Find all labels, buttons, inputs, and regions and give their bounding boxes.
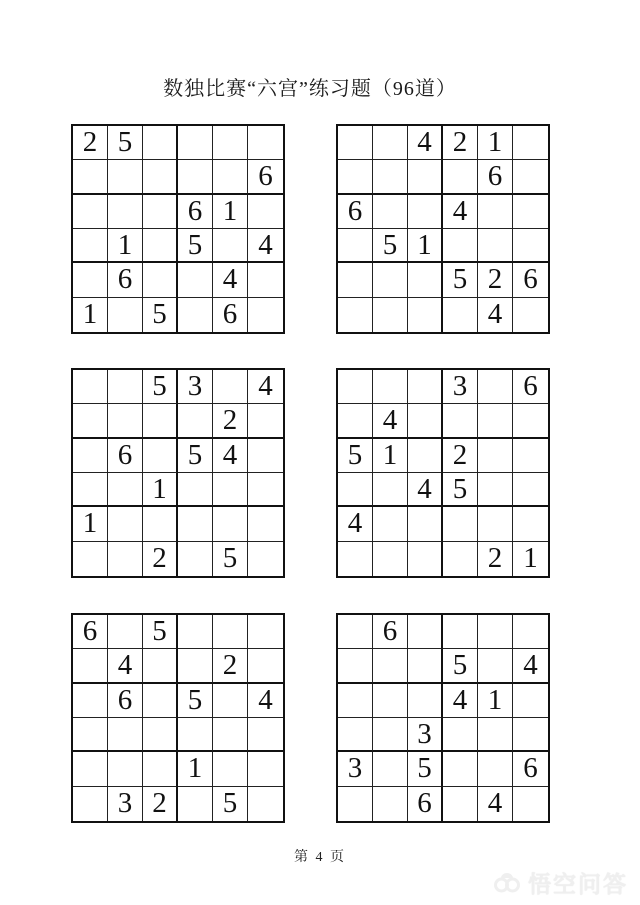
sudoku-cell: 5 (178, 439, 213, 473)
sudoku-cell: 2 (443, 439, 478, 473)
sudoku-cell: 5 (213, 787, 248, 821)
sudoku-cell (513, 473, 548, 507)
sudoku-cell (408, 370, 443, 404)
sudoku-cell: 6 (513, 370, 548, 404)
sudoku-cell (478, 229, 513, 263)
sudoku-cell (73, 718, 108, 752)
sudoku-cell: 1 (178, 752, 213, 786)
sudoku-cell (178, 542, 213, 576)
sudoku-cell: 6 (108, 439, 143, 473)
sudoku-cell: 1 (213, 195, 248, 229)
sudoku-cell (373, 370, 408, 404)
sudoku-cell: 4 (478, 298, 513, 332)
sudoku-cell (248, 649, 283, 683)
sudoku-cell (478, 370, 513, 404)
sudoku-cell (513, 404, 548, 438)
sudoku-cell (373, 195, 408, 229)
sudoku-cell: 5 (443, 263, 478, 297)
sudoku-cell: 6 (408, 787, 443, 821)
sudoku-cell (178, 160, 213, 194)
sudoku-cell: 6 (108, 684, 143, 718)
sudoku-cell: 6 (213, 298, 248, 332)
sudoku-cell (213, 229, 248, 263)
sudoku-cell: 4 (513, 649, 548, 683)
sudoku-grid-4 (336, 368, 550, 578)
sudoku-cell (478, 195, 513, 229)
sudoku-cell (408, 298, 443, 332)
sudoku-cell (373, 473, 408, 507)
sudoku-cell (338, 615, 373, 649)
sudoku-cell: 6 (373, 615, 408, 649)
sudoku-cell: 2 (213, 649, 248, 683)
sudoku-cell: 1 (373, 439, 408, 473)
sudoku-cell: 4 (213, 263, 248, 297)
sudoku-cell: 2 (143, 542, 178, 576)
sudoku-cell (108, 404, 143, 438)
sudoku-cell (338, 542, 373, 576)
sudoku-cell (73, 160, 108, 194)
sudoku-cell (443, 404, 478, 438)
sudoku-cell: 3 (408, 718, 443, 752)
sudoku-cell (73, 787, 108, 821)
sudoku-cell: 6 (513, 752, 548, 786)
sudoku-cell: 5 (143, 298, 178, 332)
sudoku-cell: 3 (443, 370, 478, 404)
sudoku-cell: 3 (338, 752, 373, 786)
sudoku-cell (143, 195, 178, 229)
sudoku-cell (248, 752, 283, 786)
sudoku-cell (373, 542, 408, 576)
sudoku-grid-1 (71, 124, 285, 334)
sudoku-cell (143, 229, 178, 263)
sudoku-cell (143, 752, 178, 786)
sudoku-cell (248, 507, 283, 541)
sudoku-cell: 5 (143, 615, 178, 649)
sudoku-cell (478, 649, 513, 683)
sudoku-cell (443, 298, 478, 332)
sudoku-cell: 5 (143, 370, 178, 404)
sudoku-cell (478, 615, 513, 649)
sudoku-cell (408, 263, 443, 297)
sudoku-cell (178, 507, 213, 541)
sudoku-cell: 5 (443, 473, 478, 507)
sudoku-cell (73, 752, 108, 786)
sudoku-cell (178, 615, 213, 649)
sudoku-cell: 4 (338, 507, 373, 541)
sudoku-cell (338, 787, 373, 821)
sudoku-cell (338, 263, 373, 297)
sudoku-cell: 5 (178, 684, 213, 718)
sudoku-cell (248, 439, 283, 473)
sudoku-cell (143, 684, 178, 718)
sudoku-cell (408, 649, 443, 683)
sudoku-cell (178, 126, 213, 160)
sudoku-cell: 5 (373, 229, 408, 263)
sudoku-cell (248, 615, 283, 649)
sudoku-cell: 1 (478, 684, 513, 718)
sudoku-cell (338, 126, 373, 160)
sudoku-cell (178, 787, 213, 821)
sudoku-cell (143, 439, 178, 473)
sudoku-cell (248, 298, 283, 332)
sudoku-cell (213, 370, 248, 404)
sudoku-cell (338, 718, 373, 752)
sudoku-cell (108, 507, 143, 541)
sudoku-cell (408, 439, 443, 473)
sudoku-cell (213, 615, 248, 649)
sudoku-cell (178, 718, 213, 752)
sudoku-cell (143, 263, 178, 297)
sudoku-cell (443, 615, 478, 649)
sudoku-cell (408, 615, 443, 649)
sudoku-cell (73, 649, 108, 683)
sudoku-cell (143, 126, 178, 160)
sudoku-cell (213, 718, 248, 752)
sudoku-cell (108, 542, 143, 576)
sudoku-cell (178, 649, 213, 683)
sudoku-cell: 3 (178, 370, 213, 404)
sudoku-cell (373, 718, 408, 752)
sudoku-cell (338, 649, 373, 683)
sudoku-cell: 4 (248, 370, 283, 404)
sudoku-cell: 4 (248, 684, 283, 718)
sudoku-cell (373, 649, 408, 683)
sudoku-cell (373, 263, 408, 297)
watermark-text: 悟空问答 (528, 871, 628, 897)
sudoku-cell (108, 298, 143, 332)
sudoku-cell: 2 (443, 126, 478, 160)
sudoku-cell (478, 473, 513, 507)
sudoku-cell: 5 (408, 752, 443, 786)
sudoku-cell (408, 507, 443, 541)
sudoku-cell (443, 160, 478, 194)
sudoku-cell: 4 (443, 684, 478, 718)
sudoku-cell (108, 160, 143, 194)
sudoku-grid-3 (71, 368, 285, 578)
sudoku-cell (248, 195, 283, 229)
sudoku-cell (373, 752, 408, 786)
sudoku-cell (513, 160, 548, 194)
sudoku-cell (338, 298, 373, 332)
sudoku-cell (213, 684, 248, 718)
sudoku-cell: 6 (178, 195, 213, 229)
sudoku-cell (108, 752, 143, 786)
sudoku-cell (213, 507, 248, 541)
sudoku-cell: 2 (143, 787, 178, 821)
sudoku-cell (248, 263, 283, 297)
sudoku-cell (248, 473, 283, 507)
sudoku-cell (338, 160, 373, 194)
sudoku-cell (73, 684, 108, 718)
sudoku-cell (443, 752, 478, 786)
watermark (492, 866, 628, 899)
sudoku-cell (248, 542, 283, 576)
sudoku-cell (143, 160, 178, 194)
sudoku-cell (373, 298, 408, 332)
sudoku-cell (73, 404, 108, 438)
sudoku-cell: 6 (478, 160, 513, 194)
sudoku-grid-2 (336, 124, 550, 334)
sudoku-cell (408, 195, 443, 229)
sudoku-cell (143, 649, 178, 683)
sudoku-grid-5 (71, 613, 285, 823)
sudoku-cell (373, 684, 408, 718)
sudoku-cell (373, 507, 408, 541)
sudoku-cell: 5 (213, 542, 248, 576)
sudoku-cell: 4 (108, 649, 143, 683)
sudoku-cell (213, 752, 248, 786)
sudoku-cell (443, 787, 478, 821)
sudoku-cell (108, 473, 143, 507)
sudoku-cell: 4 (478, 787, 513, 821)
sudoku-cell (338, 473, 373, 507)
sudoku-cell: 4 (408, 473, 443, 507)
sudoku-cell (338, 229, 373, 263)
sudoku-cell: 5 (108, 126, 143, 160)
sudoku-cell (513, 507, 548, 541)
sudoku-cell: 4 (373, 404, 408, 438)
sudoku-cell: 6 (73, 615, 108, 649)
sudoku-cell: 3 (108, 787, 143, 821)
sudoku-cell: 1 (108, 229, 143, 263)
sudoku-cell (408, 542, 443, 576)
sudoku-cell (73, 195, 108, 229)
sudoku-cell (108, 615, 143, 649)
sudoku-cell: 5 (443, 649, 478, 683)
sudoku-cell (513, 298, 548, 332)
sudoku-cell (73, 229, 108, 263)
sudoku-cell (73, 439, 108, 473)
sudoku-cell (73, 263, 108, 297)
sudoku-cell (478, 404, 513, 438)
wukong-logo-icon (492, 872, 522, 894)
sudoku-cell (143, 718, 178, 752)
sudoku-cell (443, 507, 478, 541)
sudoku-cell (73, 473, 108, 507)
sudoku-cell: 2 (73, 126, 108, 160)
page-title: 数独比赛“六宫”练习题（96道） (163, 78, 457, 100)
sudoku-cell: 6 (248, 160, 283, 194)
sudoku-cell (108, 195, 143, 229)
sudoku-cell (513, 195, 548, 229)
sudoku-cell (178, 263, 213, 297)
sudoku-cell: 1 (523, 542, 538, 575)
sudoku-grid-6 (336, 613, 550, 823)
sudoku-cell: 4 (213, 439, 248, 473)
sudoku-cell (73, 370, 108, 404)
sudoku-cell (108, 370, 143, 404)
sudoku-cell: 4 (443, 195, 478, 229)
sudoku-cell (408, 404, 443, 438)
sudoku-cell (478, 439, 513, 473)
sudoku-cell: 1 (478, 126, 513, 160)
sudoku-cell (213, 160, 248, 194)
sudoku-cell (408, 160, 443, 194)
sudoku-cell: 1 (143, 473, 178, 507)
sudoku-cell (178, 473, 213, 507)
sudoku-cell (213, 473, 248, 507)
sudoku-cell (373, 787, 408, 821)
sudoku-cell (513, 615, 548, 649)
sudoku-cell: 1 (73, 507, 108, 541)
sudoku-cell (478, 507, 513, 541)
sudoku-cell (513, 439, 548, 473)
sudoku-cell: 2 (478, 542, 513, 576)
sudoku-cell (513, 787, 548, 821)
sudoku-cell (108, 718, 143, 752)
sudoku-cell (248, 404, 283, 438)
sudoku-cell: 5 (178, 229, 213, 263)
sudoku-cell: 6 (108, 263, 143, 297)
sudoku-cell (248, 718, 283, 752)
sudoku-cell: 4 (408, 126, 443, 160)
sudoku-cell (338, 404, 373, 438)
sudoku-cell: 2 (478, 263, 513, 297)
sudoku-cell (178, 404, 213, 438)
sudoku-cell (513, 229, 548, 263)
sudoku-cell (213, 126, 248, 160)
sudoku-cell (443, 542, 478, 576)
sudoku-cell (408, 684, 443, 718)
sudoku-cell: 6 (338, 195, 373, 229)
sudoku-cell (513, 126, 548, 160)
sudoku-cell: 6 (513, 263, 548, 297)
sudoku-cell (143, 404, 178, 438)
sudoku-cell (178, 298, 213, 332)
sudoku-cell: 1 (73, 298, 108, 332)
sudoku-cell (143, 507, 178, 541)
page-number: 第 4 页 (294, 850, 346, 865)
sudoku-cell: 2 (213, 404, 248, 438)
sudoku-cell (443, 229, 478, 263)
sudoku-cell (443, 718, 478, 752)
sudoku-cell (73, 542, 108, 576)
sudoku-cell: 4 (248, 229, 283, 263)
sudoku-cell (513, 718, 548, 752)
sudoku-cell (373, 126, 408, 160)
sudoku-cell (248, 126, 283, 160)
sudoku-cell: 1 (408, 229, 443, 263)
sudoku-cell (373, 160, 408, 194)
sudoku-cell: 5 (338, 439, 373, 473)
sudoku-cell (513, 684, 548, 718)
sudoku-cell (248, 787, 283, 821)
sudoku-cell (338, 684, 373, 718)
sudoku-cell (478, 752, 513, 786)
sudoku-cell (338, 370, 373, 404)
sudoku-cell (478, 718, 513, 752)
